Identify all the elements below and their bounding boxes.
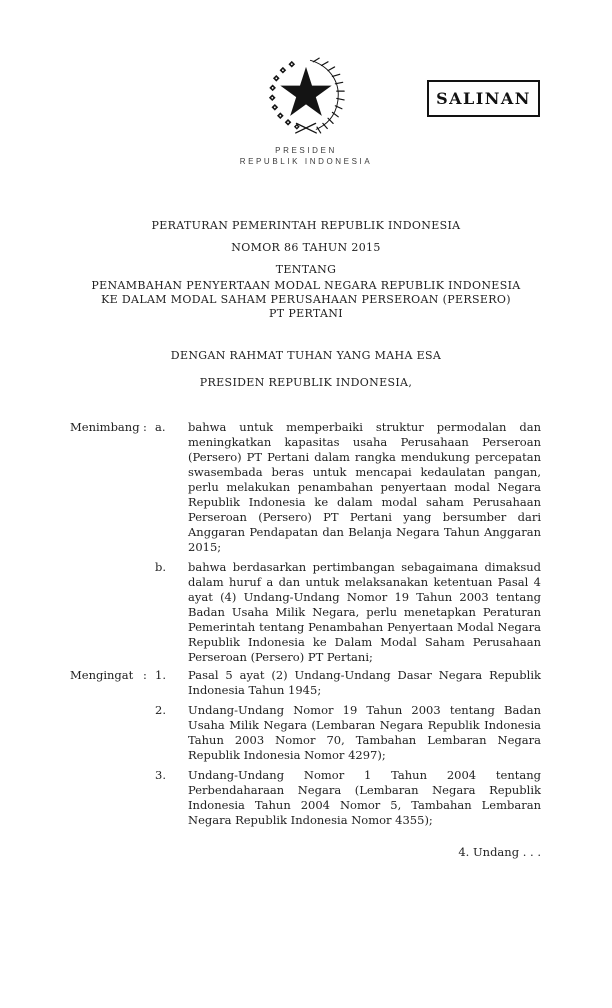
letterhead-text (240, 145, 373, 167)
section-menimbang (70, 420, 541, 665)
wreath-right (310, 58, 344, 133)
subject-line-2: KE DALAM MODAL SAHAM PERUSAHAAN PERSEROAN (PERSERO) (101, 293, 511, 306)
item-marker: 3. (155, 768, 166, 782)
menimbang-item-b (70, 560, 541, 665)
regulation-heading (0, 215, 612, 281)
regulation-title: PERATURAN PEMERINTAH REPUBLIK INDONESIA (151, 219, 461, 232)
stems (296, 123, 317, 133)
item-text: bahwa berdasarkan pertimbangan sebagaimana dimaksud dalam huruf a dan untuk melaksanakan ketentuan Pasal 4 ayat (4) Undang-Undang Nomor 19 Tahun 2003 tentang Badan Usaha Milik Negara, perlu menetapkan Peraturan Pemerintah tentang Penambahan Penyertaan Modal Negara Republik Indonesia ke Dalam Modal Saham Perusahaan Perseroan (Persero) PT Pertani; (188, 560, 541, 664)
subject-line-1: PENAMBAHAN PENYERTAAN MODAL NEGARA REPUBLIK INDONESIA (91, 279, 521, 292)
item-text: bahwa untuk memperbaiki struktur permodalan dan meningkatkan kapasitas usaha Perusahaan Perseroan (Persero) PT Pertani dalam rangka mendukung percepatan swasembada beras untuk mencapai kedaulatan pangan, perlu melakukan penambahan penyertaan modal Negara Republik Indonesia ke dalam modal saham Perusahaan Perseroan (Persero) PT Pertani yang bersumber dari Anggaran Pendapatan dan Belanja Negara Tahun Anggaran 2015; (188, 420, 541, 554)
mengingat-label: Mengingat (70, 668, 134, 682)
menimbang-label: Menimbang (70, 420, 140, 434)
regulation-about-label: TENTANG (275, 263, 337, 276)
page-catchword: 4. Undang . . . (458, 845, 541, 859)
mengingat-item-1 (70, 668, 541, 698)
letterhead-republik: REPUBLIK INDONESIA (239, 157, 373, 166)
item-text: Pasal 5 ayat (2) Undang-Undang Dasar Negara Republik Indonesia Tahun 1945; (188, 668, 541, 697)
mengingat-item-2 (70, 703, 541, 763)
invocation-line: DENGAN RAHMAT TUHAN YANG MAHA ESA (170, 349, 442, 362)
item-text: Undang-Undang Nomor 19 Tahun 2003 tentang Badan Usaha Milik Negara (Lembaran Negara Republik Indonesia Tahun 2003 Nomor 70, Tambahan Lembaran Negara Republik Indonesia Nomor 4297); (188, 703, 541, 762)
item-marker: b. (155, 560, 167, 574)
item-text: Undang-Undang Nomor 1 Tahun 2004 tentang Perbendaharaan Negara (Lembaran Negara Republik Indonesia Tahun 2004 Nomor 5, Tambahan Lembaran Negara Republik Indonesia Nomor 4355); (188, 768, 541, 827)
salinan-stamp (427, 80, 540, 117)
item-marker: 1. (155, 668, 166, 682)
wreath-left (269, 61, 300, 130)
menimbang-item-a (70, 420, 541, 555)
regulation-number: NOMOR 86 TAHUN 2015 (231, 241, 381, 254)
mengingat-colon: : (143, 668, 147, 682)
salinan-stamp-label: SALINAN (436, 89, 531, 108)
mengingat-item-3 (70, 768, 541, 828)
menimbang-colon: : (143, 420, 147, 434)
item-marker: a. (155, 420, 166, 434)
subject-line-3: PT PERTANI (269, 307, 343, 320)
presidential-seal-icon (262, 55, 350, 139)
section-mengingat (70, 668, 541, 828)
letterhead-presiden: PRESIDEN (275, 146, 337, 155)
item-marker: 2. (155, 703, 166, 717)
regulation-subject (0, 279, 612, 321)
authority-line: PRESIDEN REPUBLIK INDONESIA, (199, 376, 413, 389)
